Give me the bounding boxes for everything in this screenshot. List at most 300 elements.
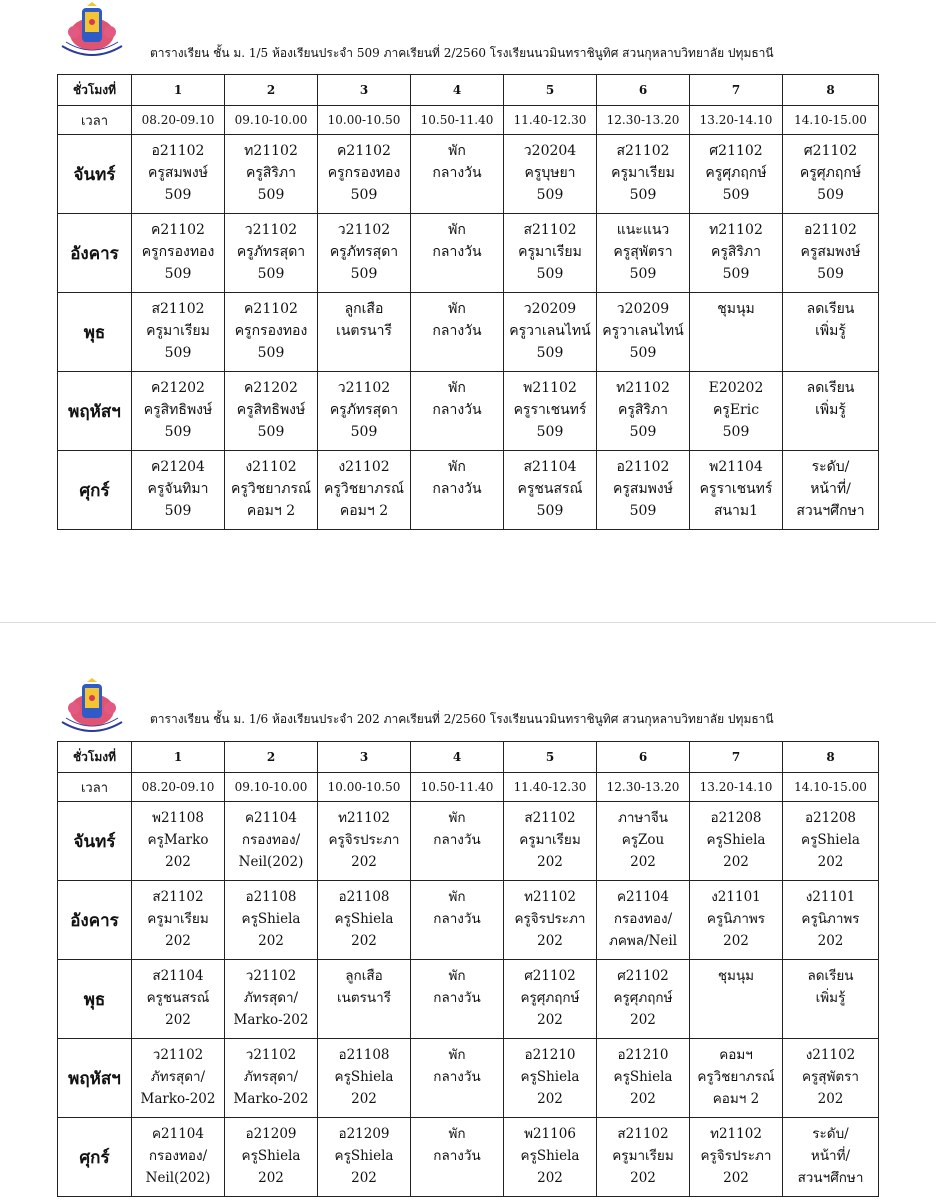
lesson-line: 202 <box>723 933 749 949</box>
lesson-line: ค21104 <box>245 810 297 826</box>
lesson-line: เนตรนารี <box>337 990 391 1006</box>
lesson-line: 509 <box>817 187 844 203</box>
lesson-line: พัก <box>448 222 466 238</box>
lesson-line: ครูMarko <box>147 832 209 848</box>
period-number: 1 <box>132 742 225 773</box>
lesson-cell <box>132 372 225 451</box>
day-name: จันทร์ <box>58 802 132 881</box>
time-slot: 08.20-09.10 <box>132 106 225 135</box>
lesson-cell <box>504 802 597 881</box>
lesson-cell <box>411 1118 504 1197</box>
day-row <box>58 960 879 1039</box>
lesson-cell <box>690 135 783 214</box>
lesson-cell <box>783 960 879 1039</box>
lesson-line: ครูสมพงษ์ <box>148 165 208 181</box>
lesson-cell <box>318 451 411 530</box>
lesson-line: ครูกรองทอง <box>327 165 401 181</box>
lesson-cell <box>318 372 411 451</box>
lesson-cell <box>783 1039 879 1118</box>
lesson-line: สนาม1 <box>713 503 759 519</box>
lesson-line: กลางวัน <box>432 165 482 181</box>
lesson-line: 509 <box>817 266 844 282</box>
lesson-cell <box>411 802 504 881</box>
lesson-cell <box>411 372 504 451</box>
lesson-line: 202 <box>258 933 284 949</box>
lesson-cell <box>504 214 597 293</box>
lesson-line: ท21102 <box>338 810 390 826</box>
lesson-line: ง21102 <box>245 459 297 475</box>
lesson-line: ครูราเชนทร์ <box>513 402 587 418</box>
time-slot: 10.50-11.40 <box>411 106 504 135</box>
lesson-line: ครูวาเลนไทน์ <box>509 323 591 339</box>
lesson-line: ภคพล/Neil <box>608 933 678 949</box>
lesson-line: ครูShiela <box>706 832 766 848</box>
lesson-line: ศ21102 <box>709 143 763 159</box>
lesson-line: ค21104 <box>617 889 669 905</box>
day-row <box>58 372 879 451</box>
lesson-cell <box>225 214 318 293</box>
lesson-cell <box>783 135 879 214</box>
lesson-line: ครูวิชยาภรณ์ <box>230 481 312 497</box>
lesson-line: Marko-202 <box>233 1012 309 1028</box>
day-name: อังคาร <box>58 214 132 293</box>
lesson-cell <box>783 372 879 451</box>
lesson-line: ส21102 <box>152 889 204 905</box>
lesson-cell <box>132 135 225 214</box>
lesson-line: ครูShiela <box>241 1148 301 1164</box>
lesson-line: ครูกรองทอง <box>234 323 308 339</box>
lesson-line: 202 <box>258 1170 284 1186</box>
day-name: ศุกร์ <box>58 451 132 530</box>
day-row <box>58 451 879 530</box>
lesson-line: 509 <box>350 266 378 282</box>
period-number: 6 <box>597 75 690 106</box>
lesson-line: ครูสิริภา <box>710 244 762 260</box>
lesson-line: อ21102 <box>151 143 205 159</box>
lesson-line: 202 <box>537 1012 563 1028</box>
time-slot: 12.30-13.20 <box>597 106 690 135</box>
lesson-line: ว20204 <box>523 143 577 159</box>
lesson-line: 202 <box>817 1091 844 1107</box>
lesson-line: ค21204 <box>151 459 205 475</box>
lesson-line: ครูมาเรียม <box>147 911 209 927</box>
lesson-line: ครูศุภฤกษ์ <box>613 990 673 1006</box>
lesson-cell <box>783 881 879 960</box>
time-row <box>58 773 879 802</box>
period-number: 4 <box>411 75 504 106</box>
lesson-cell <box>318 881 411 960</box>
lesson-line: พัก <box>448 889 466 905</box>
lesson-line: ครูบุษยา <box>524 165 576 181</box>
lesson-cell <box>597 214 690 293</box>
lesson-line: 509 <box>164 345 192 361</box>
lesson-line: 509 <box>629 503 657 519</box>
lesson-line: ครูสุพัตรา <box>613 244 673 260</box>
lesson-line: ค21102 <box>337 143 391 159</box>
lesson-line: อ21108 <box>245 889 297 905</box>
lesson-line: ระดับ/ <box>811 459 850 475</box>
lesson-line: กลางวัน <box>432 402 482 418</box>
lesson-line: ว21102 <box>152 1047 204 1063</box>
time-label: เวลา <box>58 773 132 802</box>
lesson-line: 509 <box>629 187 657 203</box>
lesson-cell <box>132 214 225 293</box>
lesson-line: 202 <box>537 1170 563 1186</box>
lesson-line: ง21102 <box>338 459 390 475</box>
lesson-cell <box>318 1039 411 1118</box>
lesson-line: กลางวัน <box>432 244 482 260</box>
lesson-line: ท21102 <box>710 1126 762 1142</box>
lesson-line: ศ21102 <box>617 968 669 984</box>
lesson-cell <box>225 135 318 214</box>
lesson-cell <box>783 451 879 530</box>
lesson-cell <box>318 214 411 293</box>
lesson-line: Marko-202 <box>140 1091 216 1107</box>
lesson-line: 509 <box>536 424 564 440</box>
period-label: ชั่วโมงที่ <box>58 742 132 773</box>
lesson-line: 202 <box>630 1170 656 1186</box>
lesson-line: ศ21102 <box>524 968 576 984</box>
lesson-line: ค21102 <box>244 301 298 317</box>
period-number: 5 <box>504 75 597 106</box>
lesson-cell <box>132 960 225 1039</box>
page-separator <box>0 622 936 623</box>
lesson-line: พัก <box>448 380 466 396</box>
lesson-cell <box>132 1039 225 1118</box>
lesson-line: ครูShiela <box>801 832 860 848</box>
lesson-line: 202 <box>351 1091 377 1107</box>
time-slot: 10.00-10.50 <box>318 773 411 802</box>
lesson-cell <box>504 1039 597 1118</box>
lesson-line: กลางวัน <box>432 323 482 339</box>
lesson-line: ศ21102 <box>803 143 858 159</box>
day-row <box>58 293 879 372</box>
lesson-line: ครูชนสรณ์ <box>517 481 583 497</box>
lesson-line: อ21210 <box>524 1047 576 1063</box>
lesson-cell <box>690 1118 783 1197</box>
lesson-line: ครูจิรประภา <box>514 911 586 927</box>
lesson-line: ภัทรสุดา/ <box>150 1069 206 1085</box>
lesson-line: ครูสมพงษ์ <box>800 244 861 260</box>
day-name: จันทร์ <box>58 135 132 214</box>
lesson-cell <box>225 451 318 530</box>
lesson-line: ว21102 <box>337 222 391 238</box>
lesson-line: ครูนิภาพร <box>706 911 766 927</box>
lesson-line: 509 <box>350 424 378 440</box>
time-slot: 12.30-13.20 <box>597 773 690 802</box>
lesson-cell <box>225 960 318 1039</box>
lesson-line: ลดเรียน <box>806 380 855 396</box>
lesson-line: พ21108 <box>152 810 204 826</box>
lesson-line: ครูศุภฤกษ์ <box>705 165 767 181</box>
lesson-cell <box>411 293 504 372</box>
lesson-line: ครูสิทธิพงษ์ <box>143 402 213 418</box>
day-row <box>58 214 879 293</box>
time-label: เวลา <box>58 106 132 135</box>
lesson-line: 509 <box>257 424 285 440</box>
lesson-line: ลูกเสือ <box>345 968 383 984</box>
lesson-line: ครูศุภฤกษ์ <box>799 165 862 181</box>
period-number: 2 <box>225 742 318 773</box>
lesson-cell <box>411 135 504 214</box>
lesson-cell <box>690 881 783 960</box>
lesson-line: แนะแนว <box>616 222 670 238</box>
lesson-cell <box>411 881 504 960</box>
time-slot: 09.10-10.00 <box>225 106 318 135</box>
lesson-cell <box>783 1118 879 1197</box>
lesson-cell <box>690 293 783 372</box>
lesson-line: ง21101 <box>711 889 761 905</box>
lesson-line: ครูวาเลนไทน์ <box>602 323 684 339</box>
lesson-cell <box>318 802 411 881</box>
lesson-line: หน้าที่/ <box>810 481 851 497</box>
lesson-line: กลางวัน <box>433 990 481 1006</box>
day-row <box>58 802 879 881</box>
lesson-line: พ21104 <box>709 459 763 475</box>
lesson-line: ท21102 <box>244 143 298 159</box>
lesson-line: ง21102 <box>805 1047 856 1063</box>
period-header-row <box>58 75 879 106</box>
lesson-cell <box>132 293 225 372</box>
lesson-line: 202 <box>351 854 377 870</box>
lesson-line: ว20209 <box>616 301 670 317</box>
timetable-page-2 <box>0 624 936 1200</box>
period-header-row <box>58 742 879 773</box>
lesson-line: ครูสิริภา <box>245 165 297 181</box>
timetable-title: ตารางเรียน ชั้น ม. 1/5 ห้องเรียนประจำ 509 ภาคเรียนที่ 2/2560 โรงเรียนนวมินทราชินูทิศ สวนกุหลาบวิทยาลัย ปทุมธานี <box>150 46 774 60</box>
lesson-line: 509 <box>629 424 657 440</box>
lesson-line: ระดับ/ <box>812 1126 849 1142</box>
lesson-line: ส21104 <box>523 459 577 475</box>
lesson-line: ครูShiela <box>334 911 394 927</box>
lesson-cell <box>318 135 411 214</box>
day-name: ศุกร์ <box>58 1118 132 1197</box>
lesson-line: ครูจิรประภา <box>328 832 400 848</box>
lesson-line: ครูEric <box>712 402 760 418</box>
lesson-line: ภาษาจีน <box>617 810 669 826</box>
lesson-line: กลางวัน <box>433 911 481 927</box>
lesson-cell <box>225 881 318 960</box>
lesson-line: 509 <box>536 266 564 282</box>
lesson-line: อ21102 <box>616 459 670 475</box>
lesson-line: ครูสมพงษ์ <box>613 481 673 497</box>
period-number: 8 <box>783 75 879 106</box>
day-row <box>58 1118 879 1197</box>
school-emblem-icon <box>56 678 128 736</box>
lesson-cell <box>225 1118 318 1197</box>
lesson-line: ว21102 <box>244 222 298 238</box>
lesson-line: 509 <box>722 187 750 203</box>
lesson-line: อ21108 <box>338 1047 390 1063</box>
lesson-cell <box>504 451 597 530</box>
lesson-cell <box>411 451 504 530</box>
day-row <box>58 881 879 960</box>
lesson-cell <box>504 1118 597 1197</box>
lesson-line: ลดเรียน <box>806 301 855 317</box>
lesson-cell <box>411 960 504 1039</box>
lesson-line: ภัทรสุดา/ <box>243 1069 299 1085</box>
lesson-line: 202 <box>537 1091 563 1107</box>
lesson-line: ท21102 <box>524 889 576 905</box>
lesson-line: พ21106 <box>524 1126 576 1142</box>
lesson-line: ว20209 <box>523 301 577 317</box>
lesson-line: พัก <box>448 143 466 159</box>
lesson-cell <box>690 960 783 1039</box>
lesson-line: ครูนิภาพร <box>801 911 860 927</box>
lesson-line: 202 <box>165 1012 191 1028</box>
lesson-line: ส21102 <box>617 1126 669 1142</box>
lesson-line: 202 <box>165 933 191 949</box>
period-number: 7 <box>690 75 783 106</box>
lesson-cell <box>504 293 597 372</box>
period-number: 6 <box>597 742 690 773</box>
time-row <box>58 106 879 135</box>
lesson-line: 509 <box>536 345 564 361</box>
lesson-line: ครูวิชยาภรณ์ <box>323 481 405 497</box>
day-name: พุธ <box>58 293 132 372</box>
lesson-line: 202 <box>165 854 191 870</box>
lesson-line: 202 <box>630 854 656 870</box>
lesson-line: ครูภัทรสุดา <box>329 244 399 260</box>
day-name: พฤหัสฯ <box>58 1039 132 1118</box>
lesson-line: สวนฯศึกษา <box>797 1170 864 1186</box>
lesson-cell <box>783 293 879 372</box>
lesson-line: ง21101 <box>805 889 856 905</box>
lesson-line: อ21208 <box>804 810 857 826</box>
lesson-line: 509 <box>164 424 192 440</box>
lesson-cell <box>504 881 597 960</box>
lesson-line: พัก <box>448 459 466 475</box>
lesson-line: ครูZou <box>621 832 665 848</box>
lesson-line: 202 <box>817 854 844 870</box>
lesson-line: ครูวิชยาภรณ์ <box>697 1069 775 1085</box>
time-slot: 08.20-09.10 <box>132 773 225 802</box>
lesson-line: Neil(202) <box>238 854 304 870</box>
period-number: 4 <box>411 742 504 773</box>
lesson-line: คอมฯ 2 <box>246 503 296 519</box>
lesson-line: 509 <box>722 266 750 282</box>
lesson-line: ท21102 <box>709 222 763 238</box>
lesson-line: Marko-202 <box>233 1091 309 1107</box>
lesson-line: ครูมาเรียม <box>518 244 582 260</box>
lesson-line: 509 <box>164 187 192 203</box>
lesson-line: 202 <box>723 854 749 870</box>
timetable <box>57 741 879 1197</box>
lesson-line: กรองทอง/ <box>613 911 673 927</box>
lesson-cell <box>597 881 690 960</box>
school-emblem-icon <box>56 2 128 60</box>
lesson-cell <box>690 214 783 293</box>
period-number: 3 <box>318 75 411 106</box>
lesson-line: 509 <box>629 266 657 282</box>
lesson-cell <box>690 451 783 530</box>
lesson-line: ส21102 <box>151 301 205 317</box>
lesson-cell <box>597 802 690 881</box>
day-rows <box>58 802 879 1197</box>
lesson-cell <box>597 1039 690 1118</box>
lesson-cell <box>597 135 690 214</box>
lesson-line: เพิ่มรู้ <box>815 990 846 1006</box>
lesson-line: ครูมาเรียม <box>611 165 675 181</box>
lesson-line: 509 <box>257 187 285 203</box>
time-slot: 11.40-12.30 <box>504 773 597 802</box>
lesson-line: ครูจิรประภา <box>700 1148 772 1164</box>
lesson-line: ครูShiela <box>520 1148 580 1164</box>
lesson-cell <box>225 802 318 881</box>
lesson-line: ค21102 <box>151 222 205 238</box>
lesson-line: คอมฯ <box>719 1047 753 1063</box>
lesson-cell <box>597 293 690 372</box>
lesson-line: ชุมนุม <box>717 301 755 317</box>
lesson-line: ครูมาเรียม <box>519 832 581 848</box>
lesson-line: กลางวัน <box>432 481 482 497</box>
day-row <box>58 135 879 214</box>
lesson-line: เพิ่มรู้ <box>815 323 846 339</box>
time-slot: 10.00-10.50 <box>318 106 411 135</box>
lesson-line: 509 <box>164 503 192 519</box>
lesson-line: ครูภัทรสุดา <box>236 244 306 260</box>
day-rows <box>58 135 879 530</box>
day-name: พฤหัสฯ <box>58 372 132 451</box>
lesson-line: กลางวัน <box>433 1069 481 1085</box>
lesson-line: กลางวัน <box>433 832 481 848</box>
lesson-line: ครูShiela <box>334 1148 394 1164</box>
lesson-line: พัก <box>448 968 466 984</box>
lesson-line: ครูมาเรียม <box>146 323 210 339</box>
lesson-cell <box>225 1039 318 1118</box>
lesson-line: 509 <box>536 187 564 203</box>
lesson-line: อ21208 <box>710 810 762 826</box>
lesson-line: ส21102 <box>616 143 670 159</box>
lesson-line: 202 <box>537 933 563 949</box>
lesson-line: ครูShiela <box>241 911 301 927</box>
lesson-line: คอมฯ 2 <box>339 503 389 519</box>
lesson-line: อ21209 <box>338 1126 390 1142</box>
lesson-line: ลดเรียน <box>807 968 854 984</box>
lesson-line: สวนฯศึกษา <box>796 503 865 519</box>
lesson-line: ครูสิทธิพงษ์ <box>236 402 306 418</box>
lesson-line: ว21102 <box>245 1047 297 1063</box>
timetable-title: ตารางเรียน ชั้น ม. 1/6 ห้องเรียนประจำ 202 ภาคเรียนที่ 2/2560 โรงเรียนนวมินทราชินูทิศ สวนกุหลาบวิทยาลัย ปทุมธานี <box>150 712 774 726</box>
lesson-cell <box>411 214 504 293</box>
lesson-line: ครูกรองทอง <box>141 244 215 260</box>
lesson-line: อ21210 <box>617 1047 669 1063</box>
period-number: 5 <box>504 742 597 773</box>
lesson-cell <box>225 372 318 451</box>
lesson-line: กรองทอง/ <box>241 832 301 848</box>
lesson-line: ครูภัทรสุดา <box>329 402 399 418</box>
day-name: พุธ <box>58 960 132 1039</box>
lesson-line: อ21108 <box>338 889 390 905</box>
lesson-line: คอมฯ 2 <box>712 1091 760 1107</box>
lesson-line: ครูชนสรณ์ <box>146 990 210 1006</box>
lesson-line: 202 <box>723 1170 749 1186</box>
lesson-line: 509 <box>629 345 657 361</box>
lesson-line: ครูจันทิมา <box>147 481 209 497</box>
time-slot: 11.40-12.30 <box>504 106 597 135</box>
lesson-line: ครูมาเรียม <box>612 1148 674 1164</box>
time-slot: 13.20-14.10 <box>690 773 783 802</box>
lesson-cell <box>132 802 225 881</box>
lesson-line: E20202 <box>708 380 764 396</box>
lesson-cell <box>504 960 597 1039</box>
lesson-line: ว21102 <box>245 968 297 984</box>
lesson-line: พัก <box>448 301 466 317</box>
lesson-line: พัก <box>448 1126 466 1142</box>
lesson-line: 202 <box>630 1012 656 1028</box>
time-slot: 10.50-11.40 <box>411 773 504 802</box>
lesson-line: 202 <box>351 933 377 949</box>
